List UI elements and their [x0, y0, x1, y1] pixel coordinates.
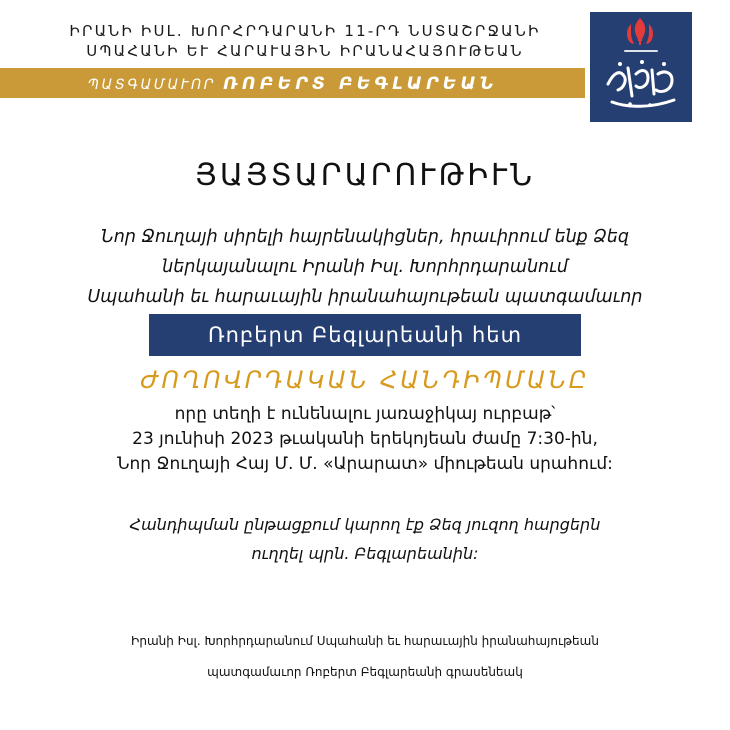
invitation-line: Նոր Ջուղայի սիրելի հայրենակիցներ, հրաւիրում ենք Ձեզ [101, 227, 629, 247]
header-line-1: ԻՐԱՆԻ ԻՍԼ. ԽՈՐՀՐԴԱՐԱՆԻ 11-ՐԴ ՆՍՏԱՇՐՋԱՆԻ [69, 22, 541, 40]
invitation-line: Սպահանի եւ հարաւային իրանահայութեան պատգամաւոր [87, 287, 643, 307]
invitation-text [40, 222, 690, 312]
iran-parliament-emblem-icon [590, 12, 692, 122]
footer-line: Իրանի Իսլ. Խորհրդարանում Սպահանի եւ հարաւային իրանահայութեան [131, 634, 599, 648]
questions-note-line: ուղղել պրն. Բեգլարեանին: [251, 544, 479, 563]
event-venue-line: Նոր Ջուղայի Հայ Մ. Մ. «Արարատ» միութեան սրահում: [117, 454, 613, 474]
representative-name-box: Ռոբերտ Բեգլարեանի հետ [149, 314, 581, 356]
announcement-title: ՅԱՅՏԱՐԱՐՈՒԹԻՒՆ [195, 158, 535, 193]
header-line-2: ՍՊԱՀԱՆԻ ԵՒ ՀԱՐԱՒԱՅԻՆ ԻՐԱՆԱՀԱՅՈՒԹԵԱՆ [86, 42, 524, 60]
invitation-line: ներկայանալու Իրանի Իսլ. Խորհրդարանում [162, 257, 568, 277]
questions-note-line: Հանդիպման ընթացքում կարող էք Ձեզ յուզող հարցերն [129, 515, 601, 534]
representative-name: ՌՈԲԵՐՏ ԲԵԳԼԱՐԵԱՆ [223, 74, 498, 94]
footer-signature [0, 626, 730, 688]
footer-line: պատգամաւոր Ռոբերտ Բեգլարեանի գրասենեակ [207, 665, 523, 679]
representative-banner [0, 68, 585, 98]
event-detail-line: որը տեղի է ունենալու յառաջիկայ ուրբաթ՝ [174, 404, 556, 424]
event-details [30, 402, 700, 477]
representative-title: ՊԱՏԳԱՄԱՒՈՐ [87, 77, 217, 93]
questions-note [0, 510, 730, 568]
meeting-title: ԺՈՂՈՎՐԴԱԿԱՆ ՀԱՆԴԻՊՄԱՆԸ [140, 366, 590, 394]
event-date-line: 23 յունիսի 2023 թւականի երեկոյեան ժամը 7:30-ին, [132, 429, 598, 449]
representative-banner-text [0, 74, 585, 94]
